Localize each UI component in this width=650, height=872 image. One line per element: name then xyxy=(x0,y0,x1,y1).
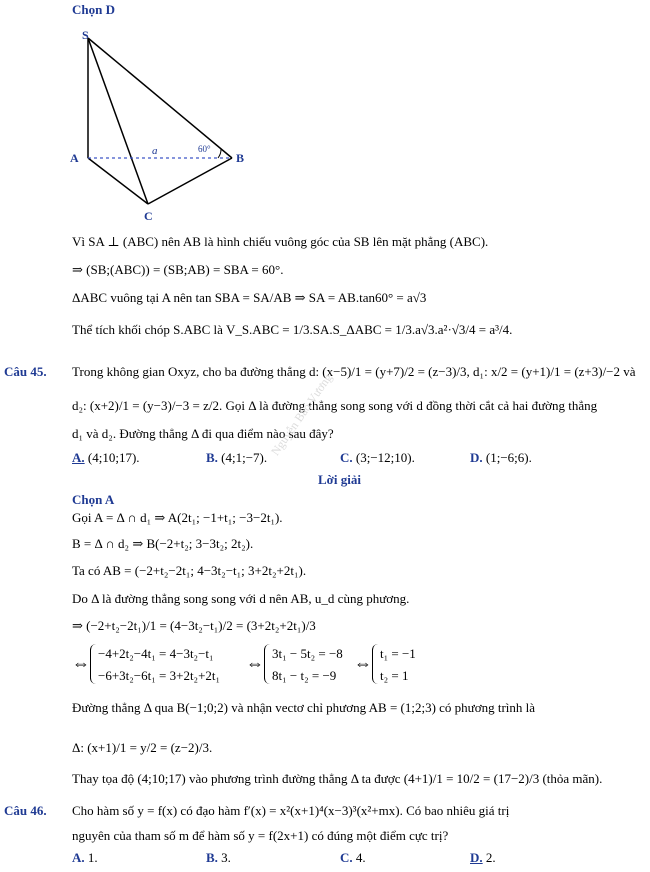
system2-eq1: 3t₁ − 5t₂ = −8 xyxy=(272,646,343,661)
watermark: Nguyễn Bảo Vương xyxy=(268,370,335,459)
q45-line1: Trong không gian Oxyz, cho ba đường thẳng d: (x−5)/1 = (y+7)/2 = (z−3)/3, d₁: x/2 = (y+1)/1 = (z+3)/−2 và xyxy=(72,364,636,379)
equivalent-symbol: ⇔ xyxy=(72,653,90,673)
q46-line2: nguyên của tham số m để hàm số y = f(2x+1) có đúng một điểm cực trị? xyxy=(72,828,449,843)
equivalent-symbol: ⇔ xyxy=(354,653,372,673)
pyramid-figure xyxy=(60,24,260,224)
system3-eq2: t₂ = 1 xyxy=(380,668,409,683)
q45-step4: Do Δ là đường thẳng song song với d nên AB, u_d cùng phương. xyxy=(72,591,410,606)
system3-eq1: t₁ = −1 xyxy=(380,646,416,661)
system-brace xyxy=(372,644,379,684)
edge-label-a: a xyxy=(152,145,158,157)
q45-option-d xyxy=(470,450,532,466)
label-S: S xyxy=(82,28,89,42)
option-text: 2. xyxy=(485,850,496,865)
option-text: (1;−6;6). xyxy=(485,450,532,465)
q45-step2: B = Δ ∩ d₂ ⇒ B(−2+t₂; 3−3t₂; 2t₂). xyxy=(72,536,254,551)
system1-eq1: −4+2t₂−4t₁ = 4−3t₂−t₁ xyxy=(98,646,214,661)
sol44-line2: ⇒ (SB;(ABC)) = (SB;AB) = SBA = 60°. xyxy=(72,262,284,277)
q45-line3: d₁ và d₂. Đường thẳng Δ đi qua điểm nào sau đây? xyxy=(72,426,334,441)
option-text: (4;1;−7). xyxy=(221,450,268,465)
option-key: C. xyxy=(340,850,353,865)
q45-option-b xyxy=(206,450,267,466)
option-text: (4;10;17). xyxy=(87,450,140,465)
sol44-line1: Vì SA ⊥ (ABC) nên AB là hình chiếu vuông góc của SB lên mặt phẳng (ABC). xyxy=(72,234,489,249)
label-B: B xyxy=(236,151,245,165)
option-key: A. xyxy=(72,850,85,865)
system-brace xyxy=(264,644,271,684)
q45-label: Câu 45. xyxy=(4,364,47,379)
q45-step1: Gọi A = Δ ∩ d₁ ⇒ A(2t₁; −1+t₁; −3−2t₁). xyxy=(72,510,283,525)
q45-step8: Thay tọa độ (4;10;17) vào phương trình đường thẳng Δ ta được (4+1)/1 = 10/2 = (17−2)/3 (thỏa mãn). xyxy=(72,771,603,786)
angle-label: 60° xyxy=(198,144,211,154)
option-key: A. xyxy=(72,450,85,465)
q45-step5: ⇒ (−2+t₂−2t₁)/1 = (4−3t₂−t₁)/2 = (3+2t₂+2t₁)/3 xyxy=(72,618,316,633)
q45-option-a xyxy=(72,450,140,466)
option-key: B. xyxy=(206,450,218,465)
sol44-line3: ΔABC vuông tại A nên tan SBA = SA/AB ⇒ SA = AB.tan60° = a√3 xyxy=(72,290,427,305)
option-key: D. xyxy=(470,850,483,865)
option-text: 4. xyxy=(355,850,366,865)
q46-option-c xyxy=(340,850,366,866)
choice-label: Chọn D xyxy=(72,2,115,17)
q45-step3: Ta có AB = (−2+t₂−2t₁; 4−3t₂−t₁; 3+2t₂+2t₁). xyxy=(72,563,307,578)
sol44-line4: Thể tích khối chóp S.ABC là V_S.ABC = 1/3.SA.S_ΔABC = 1/3.a√3.a²·√3/4 = a³/4. xyxy=(72,322,513,337)
q45-line2: d₂: (x+2)/1 = (y−3)/−3 = z/2. Gọi Δ là đường thẳng song song với d đồng thời cắt cả hai đường thẳng xyxy=(72,398,598,413)
option-text: 1. xyxy=(87,850,98,865)
option-text: 3. xyxy=(221,850,231,865)
q45-step7: Δ: (x+1)/1 = y/2 = (z−2)/3. xyxy=(72,740,213,755)
q46-option-a xyxy=(72,850,98,866)
solution-title: Lời giải xyxy=(318,472,361,487)
q45-step6: Đường thẳng Δ qua B(−1;0;2) và nhận vectơ chỉ phương AB = (1;2;3) có phương trình là xyxy=(72,700,536,715)
label-C: C xyxy=(144,209,153,223)
q46-line1: Cho hàm số y = f(x) có đạo hàm f′(x) = x²(x+1)⁴(x−3)³(x²+mx). Có bao nhiêu giá trị xyxy=(72,803,510,818)
system2-eq2: 8t₁ − t₂ = −9 xyxy=(272,668,337,683)
q46-option-d xyxy=(470,850,496,866)
q45-option-c xyxy=(340,450,415,466)
system-brace xyxy=(90,644,97,684)
system1-eq2: −6+3t₂−6t₁ = 3+2t₂+2t₁ xyxy=(98,668,221,683)
q46-option-b xyxy=(206,850,231,866)
option-text: (3;−12;10). xyxy=(355,450,415,465)
q45-choice: Chọn A xyxy=(72,492,115,507)
option-key: D. xyxy=(470,450,483,465)
label-A: A xyxy=(70,151,79,165)
equivalent-symbol: ⇔ xyxy=(246,653,264,673)
q46-label: Câu 46. xyxy=(4,803,47,818)
option-key: B. xyxy=(206,850,218,865)
option-key: C. xyxy=(340,450,353,465)
